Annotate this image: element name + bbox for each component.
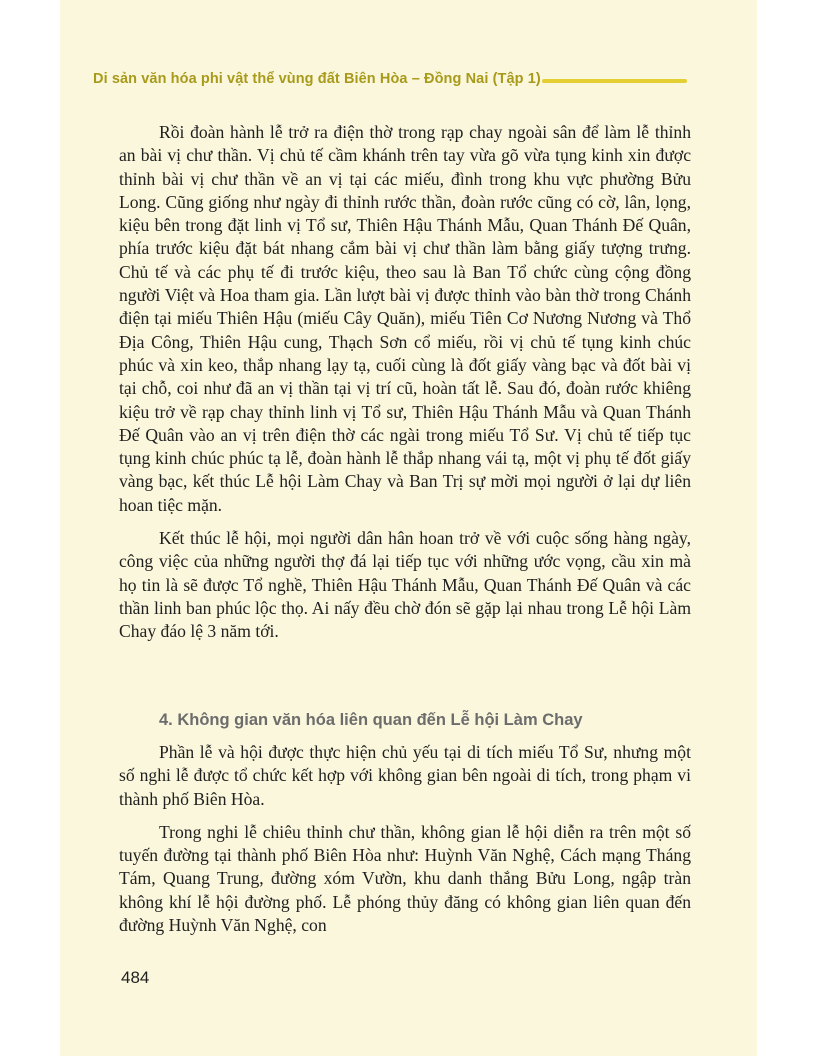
header-rule <box>542 79 687 83</box>
paragraph: Phần lễ và hội được thực hiện chủ yếu tại di tích miếu Tổ Sư, nhưng một số nghi lễ được tổ chức kết hợp với không gian bên ngoài di tích, trong phạm vi thành phố Biên Hòa. <box>119 742 691 809</box>
running-header: Di sản văn hóa phi vật thể vùng đất Biên Hòa – Đồng Nai (Tập 1) <box>93 71 541 87</box>
paragraph: Trong nghi lễ chiêu thỉnh chư thần, không gian lễ hội diễn ra trên một số tuyến đường tại thành phố Biên Hòa như: Huỳnh Văn Nghệ, Cách mạng Tháng Tám, Quang Trung, đường xóm Vườn, khu danh thắng Bửu Long, ngập tràn không khí lễ hội đường phố. Lễ phóng thủy đăng có không gian liên quan đến đường Huỳnh Văn Nghệ, con <box>119 821 691 936</box>
page-number: 484 <box>121 968 150 987</box>
paragraph: Rồi đoàn hành lễ trở ra điện thờ trong rạp chay ngoài sân để làm lễ thỉnh an bài vị chư thần. Vị chủ tế cầm khánh trên tay vừa gõ vừa tụng kinh xin được thỉnh bài vị chư thần về an vị tại các miếu, đình trong khu vực phường Bửu Long. Cũng giống như ngày đi thỉnh rước thần, đoàn rước cũng có cờ, lân, lọng, kiệu bên trong đặt linh vị Tổ sư, Thiên Hậu Thánh Mẫu, Quan Thánh Đế Quân, phía trước kiệu đặt bát nhang cắm bài vị chư thần làm bằng giấy tượng trưng. Chủ tế và các phụ tế đi trước kiệu, theo sau là Ban Tổ chức cùng cộng đồng người Việt và Hoa tham gia. Lần lượt bài vị được thỉnh vào bàn thờ trong Chánh điện tại miếu Thiên Hậu (miếu Cây Quăn), miếu Tiên Cơ Nương Nương và Thổ Địa Công, Thiên Hậu cung, Thạch Sơn cổ miếu, rồi vị chủ tế tụng kinh chúc phúc và xin keo, thắp nhang lạy tạ, cuối cùng là đốt giấy vàng bạc và đốt bài vị tại chỗ, coi như đã an vị thần tại vị trí cũ, hoàn tất lễ. Sau đó, đoàn rước khiêng kiệu trở về rạp chay thỉnh linh vị Tổ sư, Thiên Hậu Thánh Mẫu và Quan Thánh Đế Quân vào an vị trên điện thờ các ngài trong miếu Tổ Sư. Vị chủ tế tiếp tục tụng kinh chúc phúc tạ lễ, đoàn hành lễ thắp nhang vái tạ, một vị phụ tế đốt giấy vàng bạc, kết thúc Lễ hội Làm Chay và Ban Trị sự mời mọi người ở lại dự liên hoan tiệc mặn. <box>119 122 691 515</box>
body-text-bottom <box>119 741 691 937</box>
paragraph: Kết thúc lễ hội, mọi người dân hân hoan trở về với cuộc sống hàng ngày, công việc của những người thợ đá lại tiếp tục với những ước vọng, cầu xin mà họ tin là sẽ được Tổ nghề, Thiên Hậu Thánh Mẫu, Quan Thánh Đế Quân và các thần linh ban phúc lộc thọ. Ai nấy đều chờ đón sẽ gặp lại nhau trong Lễ hội Làm Chay đáo lệ 3 năm tới. <box>119 528 691 642</box>
section-heading: 4. Không gian văn hóa liên quan đến Lễ hội Làm Chay <box>159 711 583 729</box>
body-text-top <box>119 121 691 644</box>
